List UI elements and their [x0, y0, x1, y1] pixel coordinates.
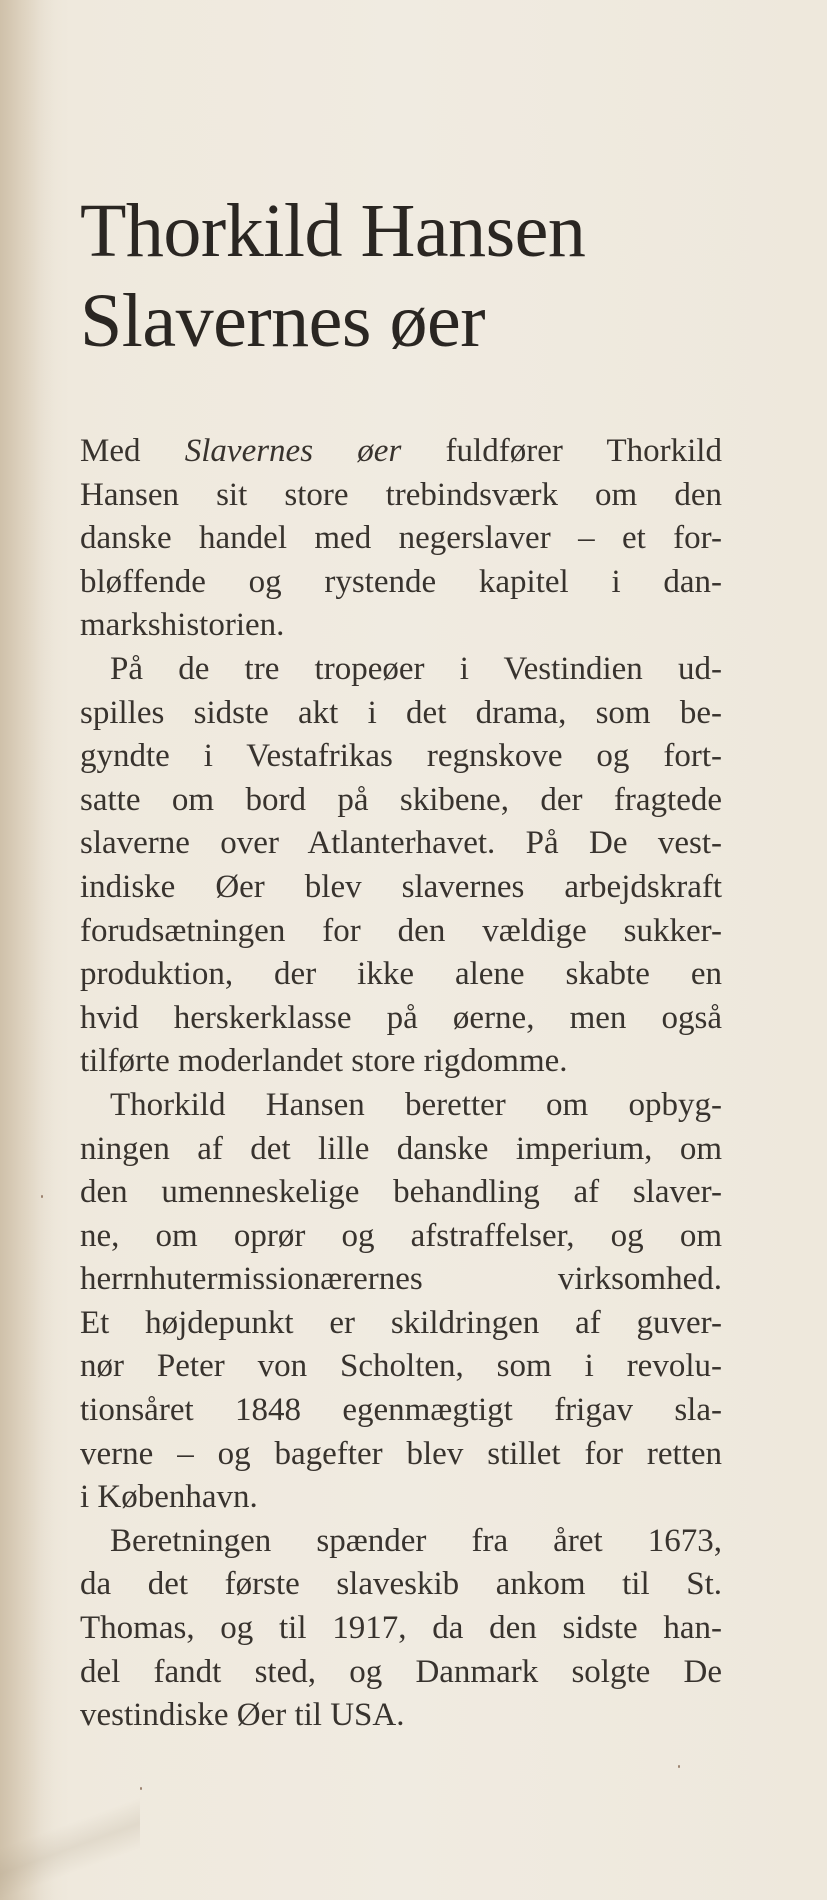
text-segment: hvid herskerklasse på øerne, men også [80, 999, 722, 1036]
text-line [80, 1520, 722, 1564]
text-line [80, 953, 722, 997]
text-segment: gyndte i Vestafrikas regnskove og fort- [80, 738, 722, 775]
text-segment: ne, om oprør og afstraffelser, og om [80, 1217, 722, 1254]
text-segment: nør Peter von Scholten, som i revolu- [80, 1348, 722, 1385]
text-line [80, 997, 722, 1041]
text-line [80, 1433, 722, 1477]
text-segment: Et højdepunkt er skildringen af guver- [80, 1304, 722, 1341]
text-segment: vestindiske Øer til USA. [80, 1697, 405, 1734]
book-title: Slavernes øer [80, 279, 486, 363]
text-line [80, 1694, 722, 1738]
text-segment: del fandt sted, og Danmark solgte De [80, 1653, 722, 1690]
text-segment: satte om bord på skibene, der fragtede [80, 781, 722, 818]
text-segment: fuldfører Thorkild [401, 433, 722, 469]
text-line [80, 517, 722, 561]
text-line [80, 822, 722, 866]
text-segment: markshistorien. [80, 607, 285, 644]
italic-title-text: Slavernes øer [184, 433, 402, 469]
text-segment: produktion, der ikke alene skabte en [80, 956, 722, 993]
text-line [80, 1651, 722, 1695]
text-segment: Hansen sit store trebindsværk om den [80, 476, 722, 513]
text-line [80, 1128, 722, 1172]
text-segment: tilførte moderlandet store rigdomme. [80, 1043, 568, 1080]
text-line [80, 474, 722, 518]
spine-shadow [0, 0, 55, 1900]
text-line [80, 692, 722, 736]
text-line [80, 1345, 722, 1389]
text-line [80, 1040, 722, 1084]
text-line [80, 1607, 722, 1651]
text-line [80, 910, 722, 954]
text-line [80, 648, 722, 692]
text-line [80, 1563, 722, 1607]
text-segment: ningen af det lille danske imperium, om [80, 1130, 722, 1167]
text-segment: den umenneskelige behandling af slaver- [80, 1174, 722, 1211]
blurb-text [80, 430, 722, 1738]
paper-speck [140, 1787, 142, 1790]
text-segment: spilles sidste akt i det drama, som be- [80, 694, 722, 731]
text-segment: forudsætningen for den vældige sukker- [80, 912, 722, 949]
paragraph [80, 430, 722, 648]
text-segment: tionsåret 1848 egenmægtigt frigav sla- [80, 1392, 722, 1429]
text-line [80, 1302, 722, 1346]
paragraph [80, 1520, 722, 1738]
text-segment: Beretningen spænder fra året 1673, [110, 1522, 722, 1559]
text-line [80, 779, 722, 823]
text-segment: slaverne over Atlanterhavet. På De vest- [80, 825, 722, 862]
text-segment: danske handel med negerslaver – et for- [80, 520, 722, 557]
text-segment: i København. [80, 1479, 258, 1516]
text-line [80, 866, 722, 910]
paper-speck [41, 1195, 43, 1198]
paper-speck [678, 1765, 680, 1768]
text-segment: Thorkild Hansen beretter om opbyg- [110, 1086, 722, 1123]
text-segment: da det første slaveskib ankom til St. [80, 1566, 722, 1603]
text-line [80, 1258, 722, 1302]
text-segment: Med [80, 433, 185, 469]
text-segment: herrnhutermissionærernes virksomhed. [80, 1261, 722, 1298]
text-line [80, 1171, 722, 1215]
text-segment: indiske Øer blev slavernes arbejdskraft [80, 868, 722, 905]
text-line [80, 604, 722, 648]
text-line [80, 1476, 722, 1520]
text-segment: bløffende og rystende kapitel i dan- [80, 563, 722, 600]
text-line [80, 561, 722, 605]
text-line [80, 430, 722, 474]
text-segment: verne – og bagefter blev stillet for retten [80, 1435, 722, 1472]
book-heading [80, 186, 585, 366]
text-line [80, 735, 722, 779]
text-line [80, 1084, 722, 1128]
paper-crease [0, 1780, 140, 1900]
text-segment: Thomas, og til 1917, da den sidste han- [80, 1610, 722, 1647]
text-line [80, 1215, 722, 1259]
text-segment: På de tre tropeøer i Vestindien ud- [110, 650, 722, 687]
paragraph [80, 1084, 722, 1520]
paragraph [80, 648, 722, 1084]
author-name: Thorkild Hansen [80, 189, 586, 273]
text-line [80, 1389, 722, 1433]
